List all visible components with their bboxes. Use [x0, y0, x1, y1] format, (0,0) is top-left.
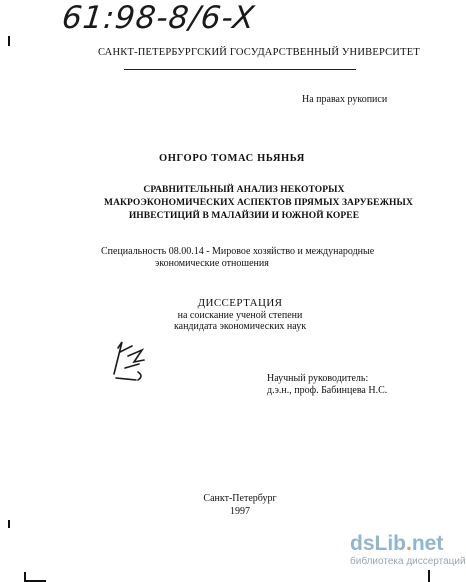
watermark-logo	[350, 532, 443, 556]
dissertation-block	[140, 298, 340, 333]
handwritten-stamp	[108, 334, 150, 384]
crop-mark	[428, 570, 430, 582]
year: 1997	[230, 506, 250, 517]
header-rule	[124, 69, 356, 70]
specialty-line: Специальность 08.00.14 - Мировое хозяйство и международные	[101, 246, 375, 257]
dissertation-heading: ДИССЕРТАЦИЯ	[197, 297, 283, 309]
watermark-subtitle: библиотека диссертаций	[350, 556, 466, 567]
rights-note: На правах рукописи	[302, 94, 388, 105]
watermark-logo-tld: net	[411, 532, 444, 555]
title-line: СРАВНИТЕЛЬНЫЙ АНАЛИЗ НЕКОТОРЫХ	[143, 185, 345, 195]
advisor-block	[267, 373, 387, 397]
degree-line: на соискание ученой степени	[177, 309, 303, 321]
university-name: САНКТ-ПЕТЕРБУРГСКИЙ ГОСУДАРСТВЕННЫЙ УНИВЕРСИТЕТ	[98, 47, 420, 58]
watermark-logo-main: dsLib	[350, 532, 406, 555]
margin-mark	[8, 520, 10, 528]
handwritten-catalog-code: 61:98-8/6-X	[60, 0, 257, 36]
specialty	[101, 246, 401, 269]
title-line: ИНВЕСТИЦИЙ В МАЛАЙЗИИ И ЮЖНОЙ КОРЕЕ	[128, 211, 360, 221]
author-name: ОНГОРО ТОМАС НЬЯНЬЯ	[159, 153, 305, 164]
advisor-label: Научный руководитель:	[267, 373, 369, 384]
margin-mark	[8, 36, 10, 46]
title-line: МАКРОЭКОНОМИЧЕСКИХ АСПЕКТОВ ПРЯМЫХ ЗАРУБЕЖНЫХ	[104, 198, 413, 208]
degree-line: кандидата экономических наук	[173, 321, 307, 332]
dissertation-title	[104, 184, 413, 223]
city: Санкт-Петербург	[203, 493, 277, 504]
place-and-year	[140, 492, 340, 518]
specialty-line: экономические отношения	[155, 257, 269, 269]
watermark-logo-dot: .	[406, 532, 412, 555]
advisor-name: д.э.н., проф. Бабинцева Н.С.	[267, 385, 388, 396]
